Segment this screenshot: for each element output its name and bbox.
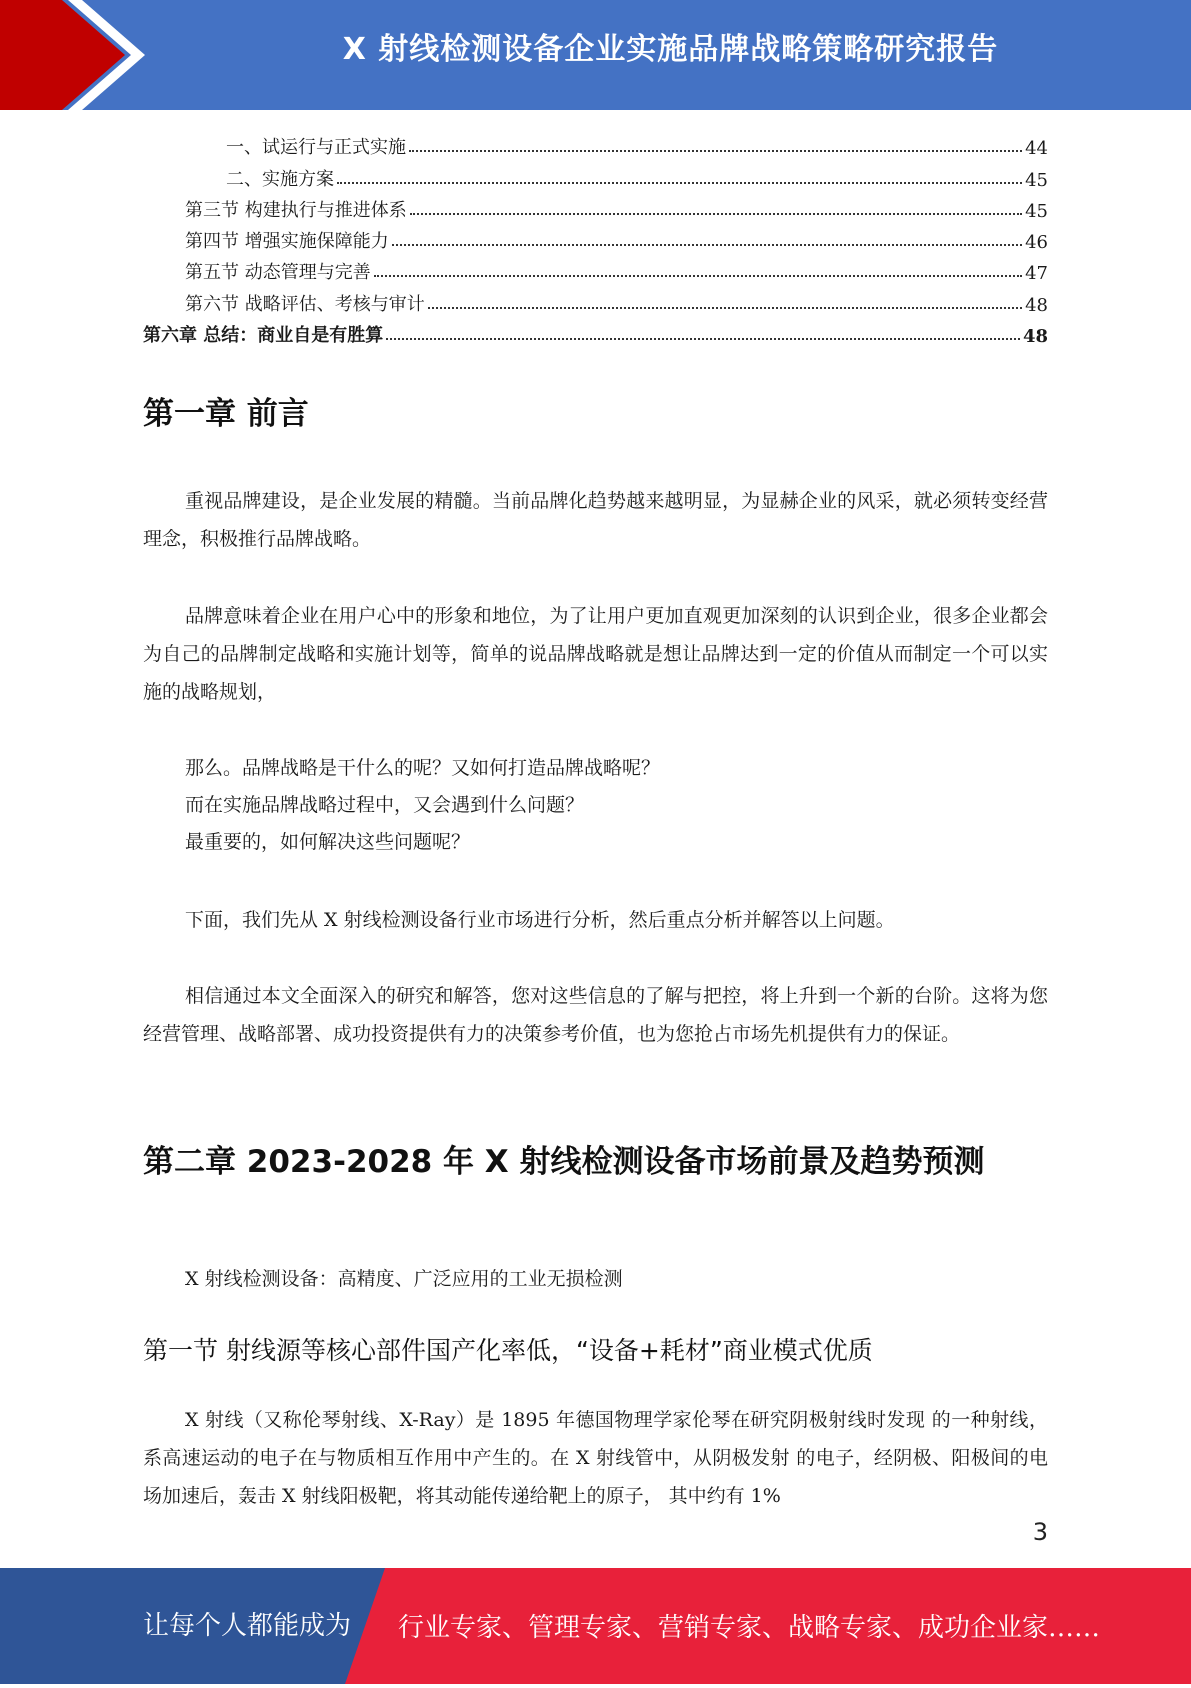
toc-entry[interactable] (143, 128, 1048, 159)
toc-leader-dots (428, 307, 1022, 309)
section-1-heading: 第一节 射线源等核心部件国产化率低，“设备+耗材”商业模式优质 (143, 1336, 873, 1365)
toc-leader-dots (410, 213, 1022, 215)
toc-entry-label: 第五节 动态管理与完善 (185, 262, 371, 284)
toc-entry-label: 一、试运行与正式实施 (226, 137, 406, 159)
toc-entry[interactable] (143, 253, 1048, 284)
question-3: 最重要的，如何解决这些问题呢？ (185, 831, 471, 853)
toc-entry-label: 第六章 总结：商业自是有胜算 (143, 325, 384, 347)
toc-entry[interactable] (143, 159, 1048, 190)
toc-entry-chapter[interactable] (143, 316, 1048, 347)
toc-leader-dots (374, 275, 1022, 277)
toc-entry[interactable] (143, 222, 1048, 253)
toc-entry-label: 第三节 构建执行与推进体系 (185, 199, 407, 221)
toc-entry-label: 第六节 战略评估、考核与审计 (185, 293, 425, 315)
header-banner (0, 0, 1191, 110)
chapter-1-paragraph-1: 重视品牌建设，是企业发展的精髓。当前品牌化趋势越来越明显，为显赫企业的风采，就必须转变经营理念，积极推行品牌战略。 (143, 490, 1048, 550)
toc-leader-dots (386, 338, 1020, 340)
question-1: 那么。品牌战略是干什么的呢？又如何打造品牌战略呢？ (185, 757, 661, 779)
chapter-1-paragraph-3: 下面，我们先从 X 射线检测设备行业市场进行分析，然后重点分析并解答以上问题。 (185, 909, 895, 931)
toc-entry-page: 45 (1025, 200, 1048, 222)
footer-banner (0, 1568, 1191, 1684)
toc-leader-dots (409, 150, 1022, 152)
toc-entry-page: 47 (1025, 263, 1048, 285)
table-of-contents (143, 128, 1048, 347)
question-2: 而在实施品牌战略过程中，又会遇到什么问题？ (185, 794, 585, 816)
page-number: 3 (1032, 1518, 1048, 1546)
toc-entry-page: 48 (1025, 294, 1048, 316)
footer-slogan-right: 行业专家、管理专家、营销专家、战略专家、成功企业家…… (398, 1613, 1101, 1643)
chapter-1-heading: 第一章 前言 (143, 396, 309, 432)
toc-entry-page: 45 (1025, 169, 1048, 191)
toc-entry-page: 48 (1022, 326, 1048, 348)
chapter-1-paragraph-4: 相信通过本文全面深入的研究和解答，您对这些信息的了解与把控，将上升到一个新的台阶。这将为您经营管理、战略部署、成功投资提供有力的决策参考价值，也为您抢占市场先机提供有力的保证。 (143, 985, 1048, 1045)
toc-entry-label: 第四节 增强实施保障能力 (185, 231, 389, 253)
chapter-2-intro: X 射线检测设备：高精度、广泛应用的工业无损检测 (185, 1268, 623, 1290)
toc-leader-dots (392, 244, 1022, 246)
section-1-paragraph: X 射线（又称伦琴射线、X-Ray）是 1895 年德国物理学家伦琴在研究阴极射线时发现 的一种射线，系高速运动的电子在与物质相互作用中产生的。在 X 射线管中，从阴极发射 的电子，经阴极、阳极间的电场加速后，轰击 X 射线阳极靶，将其动能传递给靶上的原子， 其中约有 1% (143, 1409, 1048, 1507)
chapter-1-paragraph-2: 品牌意味着企业在用户心中的形象和地位，为了让用户更加直观更加深刻的认识到企业，很多企业都会为自己的品牌制定战略和实施计划等，简单的说品牌战略就是想让品牌达到一定的价值从而制定一个可以实施的战略规划， (143, 605, 1048, 703)
header-arrow-graphic (0, 0, 150, 110)
toc-leader-dots (337, 182, 1022, 184)
chapter-2-heading: 第二章 2023-2028 年 X 射线检测设备市场前景及趋势预测 (143, 1144, 985, 1180)
toc-entry-page: 46 (1025, 232, 1048, 254)
toc-entry-page: 44 (1025, 138, 1048, 160)
document-title: X 射线检测设备企业实施品牌战略策略研究报告 (342, 32, 999, 67)
toc-entry[interactable] (143, 284, 1048, 315)
footer-slogan-left: 让每个人都能成为 (143, 1611, 352, 1641)
toc-entry[interactable] (143, 191, 1048, 222)
toc-entry-label: 二、实施方案 (226, 168, 334, 190)
